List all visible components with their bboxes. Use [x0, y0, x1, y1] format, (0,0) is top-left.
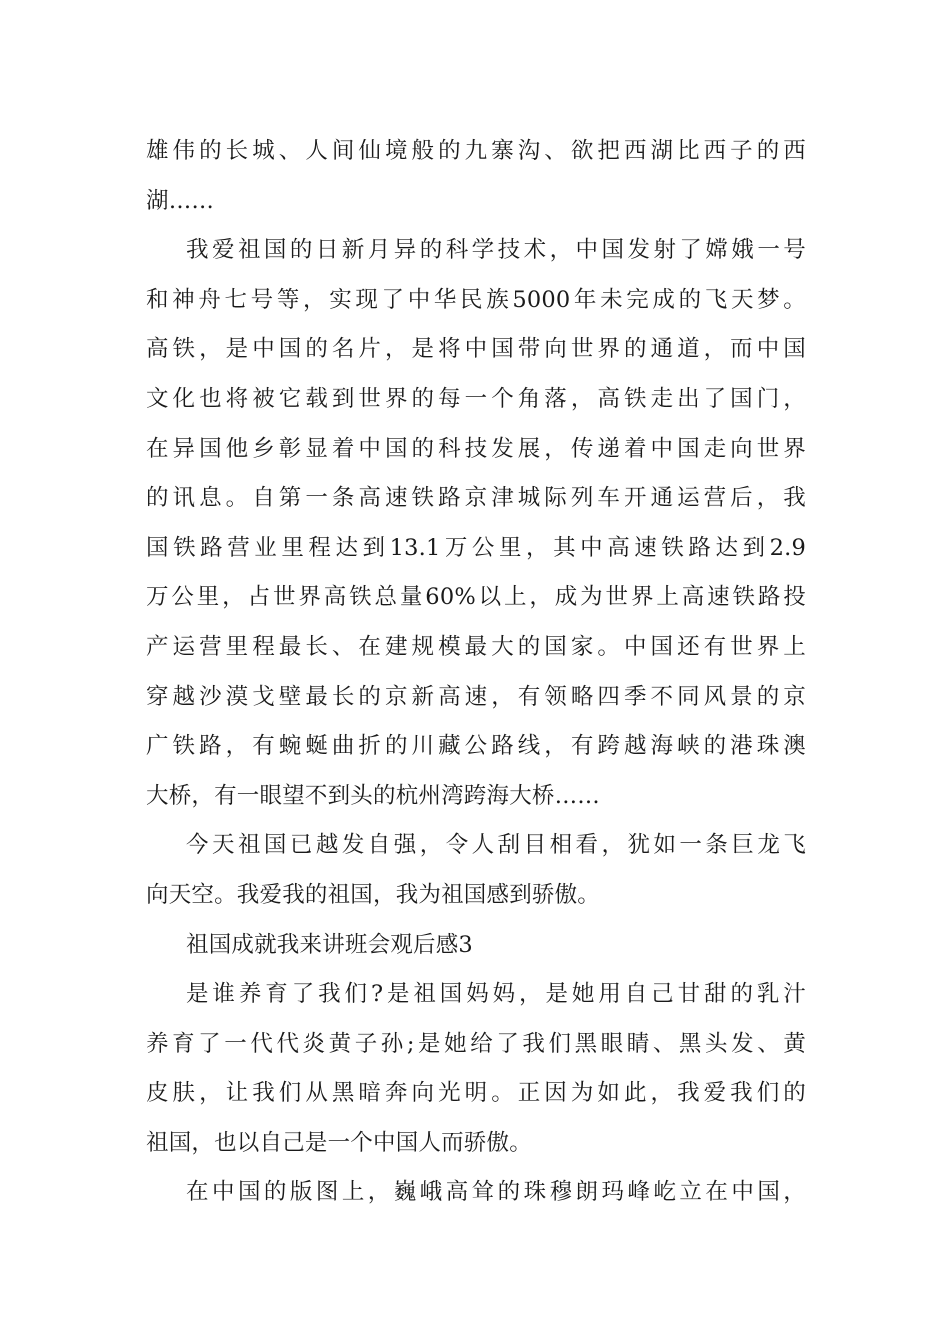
text-line: 是谁养育了我们?是祖国妈妈，是她用自己甘甜的乳汁 [186, 981, 806, 1008]
text-line: 产运营里程最长、在建规模最大的国家。中国还有世界上 [146, 633, 806, 660]
text-line: 在异国他乡彰显着中国的科技发展，传递着中国走向世界 [146, 435, 806, 462]
text-line: 祖国成就我来讲班会观后感3 [186, 931, 473, 958]
text-line: 的讯息。自第一条高速铁路京津城际列车开通运营后，我 [146, 485, 806, 512]
text-line: 广铁路，有蜿蜒曲折的川藏公路线，有跨越海峡的港珠澳 [146, 733, 806, 760]
text-line: 湖…… [146, 187, 215, 214]
text-line: 穿越沙漠戈壁最长的京新高速，有领略四季不同风景的京 [146, 683, 806, 710]
text-line: 我爱祖国的日新月异的科学技术，中国发射了嫦娥一号 [186, 237, 806, 264]
text-line: 文化也将被它载到世界的每一个角落，高铁走出了国门， [146, 385, 806, 412]
text-line: 大桥，有一眼望不到头的杭州湾跨海大桥…… [146, 782, 601, 809]
text-line: 万公里，占世界高铁总量60%以上，成为世界上高速铁路投 [146, 584, 806, 611]
text-line: 今天祖国已越发自强，令人刮目相看，犹如一条巨龙飞 [186, 832, 806, 859]
text-line: 皮肤，让我们从黑暗奔向光明。正因为如此，我爱我们的 [146, 1080, 806, 1107]
document-body [146, 127, 806, 1218]
text-line: 雄伟的长城、人间仙境般的九寨沟、欲把西湖比西子的西 [146, 138, 806, 164]
text-line: 养育了一代代炎黄子孙;是她给了我们黑眼睛、黑头发、黄 [146, 1030, 806, 1057]
text-line: 向天空。我爱我的祖国，我为祖国感到骄傲。 [146, 881, 601, 908]
text-line: 国铁路营业里程达到13.1万公里，其中高速铁路达到2.9 [146, 534, 806, 561]
text-line: 高铁，是中国的名片，是将中国带向世界的通道，而中国 [146, 336, 806, 363]
text-line: 祖国，也以自己是一个中国人而骄傲。 [146, 1129, 532, 1156]
text-line: 在中国的版图上，巍峨高耸的珠穆朗玛峰屹立在中国， [186, 1179, 806, 1206]
text-line: 和神舟七号等，实现了中华民族5000年未完成的飞天梦。 [146, 286, 806, 313]
